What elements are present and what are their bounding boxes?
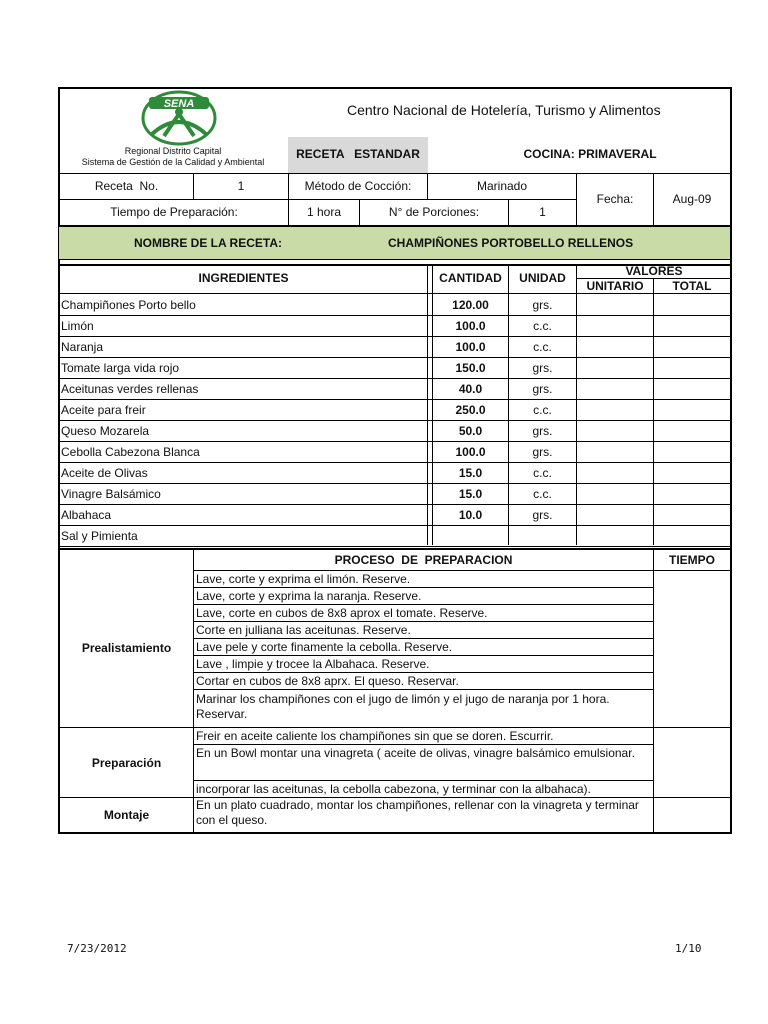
total-header: TOTAL [672, 279, 712, 293]
ingredient-quantity: 150.0 [455, 361, 486, 375]
ingredient-name: Sal y Pimienta [61, 529, 138, 543]
unit-price-header: UNITARIO [586, 279, 644, 293]
regional-label: Regional Distrito Capital [124, 146, 222, 156]
montaje-label: Montaje [103, 808, 150, 822]
assembly-step: con el queso. [196, 813, 268, 827]
ingredient-name: Albahaca [61, 508, 112, 522]
portions-value: 1 [539, 205, 546, 219]
ingredient-unit: grs. [532, 361, 553, 375]
ingredient-name: Aceitunas verdes rellenas [61, 382, 199, 396]
recipe-name-value: CHAMPIÑONES PORTOBELLO RELLENOS [388, 236, 634, 250]
ingredients-header: INGREDIENTES [198, 271, 289, 285]
preparacion-label: Preparación [91, 756, 162, 770]
footer-page-number: 1/10 [675, 942, 702, 955]
ingredient-quantity: 100.0 [455, 445, 486, 459]
ingredient-unit: grs. [532, 445, 553, 459]
ingredient-unit: grs. [532, 298, 553, 312]
ingredient-name: Tomate larga vida rojo [61, 361, 180, 375]
method-value: Marinado [476, 179, 528, 193]
assembly-step: En un plato cuadrado, montar los champiñones, rellenar con la vinagreta y terminar [196, 798, 639, 812]
recipe-name-label: NOMBRE DE LA RECETA: [134, 236, 282, 250]
prep-time-label: Tiempo de Preparación: [110, 205, 238, 219]
recipe-no-value: 1 [237, 179, 245, 193]
ingredient-unit: c.c. [533, 466, 552, 480]
sena-logo-icon [140, 90, 218, 146]
preparation-step: En un Bowl montar una vinagreta ( aceite de olivas, vinagre balsámico emulsionar. [196, 746, 635, 760]
ingredient-quantity: 10.0 [458, 508, 483, 522]
ingredient-quantity: 100.0 [455, 319, 486, 333]
ingredient-quantity: 250.0 [455, 403, 486, 417]
prep-step: Lave, corte y exprima el limón. Reserve. [196, 572, 411, 586]
ingredient-name: Aceite de Olivas [61, 466, 148, 480]
recipe-type: RECETA ESTANDAR [296, 147, 420, 161]
ingredient-unit: c.c. [533, 403, 552, 417]
footer-date: 7/23/2012 [67, 942, 127, 955]
ingredient-name: Vinagre Balsámico [61, 487, 161, 501]
prep-step: Lave, corte y exprima la naranja. Reserve. [196, 589, 422, 603]
ingredient-unit: grs. [532, 424, 553, 438]
prep-step: Reservar. [196, 707, 248, 721]
prealistamiento-label: Prealistamiento [81, 641, 172, 655]
sena-logo [140, 90, 218, 146]
ingredient-quantity: 50.0 [458, 424, 483, 438]
prep-step: Lave, corte en cubos de 8x8 aprox el tomate. Reserve. [196, 606, 488, 620]
ingredient-name: Aceite para freir [61, 403, 146, 417]
prep-time-value: 1 hora [306, 205, 342, 219]
date-label: Fecha: [596, 192, 634, 206]
ingredient-quantity: 15.0 [458, 466, 483, 480]
time-header: TIEMPO [668, 553, 715, 567]
prep-step: Lave pele y corte finamente la cebolla. Reserve. [196, 640, 453, 654]
ingredient-quantity: 40.0 [458, 382, 483, 396]
ingredient-unit: grs. [532, 508, 553, 522]
quality-system-label: Sistema de Gestión de la Calidad y Ambiental [81, 157, 265, 167]
ingredient-quantity: 120.00 [452, 298, 489, 312]
recipe-no-label: Receta No. [94, 179, 159, 193]
prep-step: Corte en julliana las aceitunas. Reserve. [196, 623, 411, 637]
ingredient-name: Limón [61, 319, 94, 333]
sena-logo-text: SENA [163, 98, 195, 110]
method-label: Método de Cocción: [304, 179, 412, 193]
ingredient-quantity: 100.0 [455, 340, 486, 354]
ingredient-unit: c.c. [533, 340, 552, 354]
prep-step: Lave , limpie y trocee la Albahaca. Reserve. [196, 657, 430, 671]
ingredient-unit: c.c. [533, 487, 552, 501]
process-header: PROCESO DE PREPARACION [334, 553, 513, 567]
ingredient-name: Queso Mozarela [61, 424, 150, 438]
ingredient-unit: grs. [532, 382, 553, 396]
ingredient-unit: c.c. [533, 319, 552, 333]
prep-step: Cortar en cubos de 8x8 aprx. El queso. Reservar. [196, 674, 459, 688]
values-header: VALORES [625, 264, 683, 278]
portions-label: N° de Porciones: [388, 205, 480, 219]
unit-header: UNIDAD [519, 271, 566, 285]
quantity-header: CANTIDAD [439, 271, 502, 285]
institution-title: Centro Nacional de Hotelería, Turismo y Alimentos [347, 102, 661, 118]
preparation-step: incorporar las aceitunas, la cebolla cabezona, y terminar con la albahaca). [196, 782, 591, 796]
kitchen-name: COCINA: PRIMAVERAL [523, 147, 657, 161]
ingredient-name: Cebolla Cabezona Blanca [61, 445, 200, 459]
ingredient-quantity: 15.0 [458, 487, 483, 501]
prep-step: Marinar los champiñones con el jugo de limón y el jugo de naranja por 1 hora. [196, 692, 610, 706]
ingredient-name: Naranja [61, 340, 104, 354]
date-value: Aug-09 [672, 192, 712, 206]
preparation-step: Freir en aceite caliente los champiñones sin que se doren. Escurrir. [196, 729, 554, 743]
ingredient-name: Champiñones Porto bello [61, 298, 196, 312]
